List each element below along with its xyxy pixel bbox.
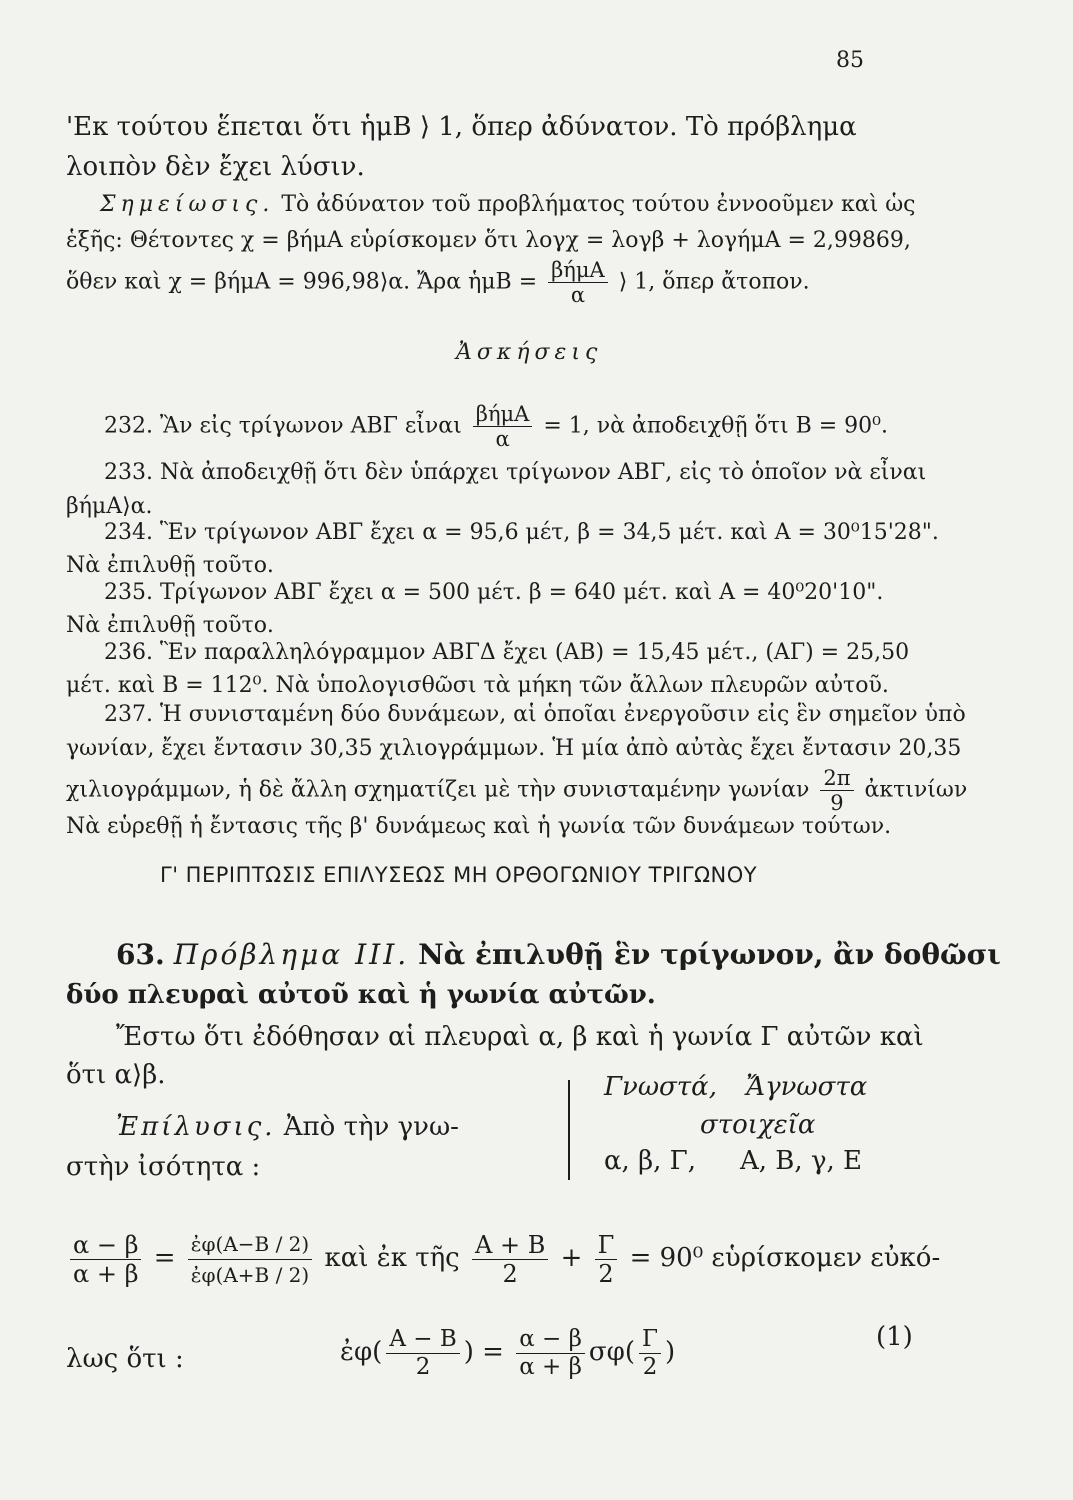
equation-1: [66, 1228, 940, 1290]
cot-symbol: σφ(: [588, 1337, 636, 1367]
exercise-237-cont-1: γωνίαν, ἔχει ἔντασιν 30,35 χιλιογράμμων. Ἡ μία ἀπὸ αὐτὰς ἔχει ἔντασιν 20,35: [66, 736, 962, 761]
exercise-237: 237. Ἡ συνισταμένη δύο δυνάμεων, αἱ ὁποῖαι ἐνεργοῦσιν εἰς ἓν σημεῖον ὑπὸ: [104, 702, 966, 727]
exercise-234: 234. Ἓν τρίγωνον ΑΒΓ ἔχει α = 95,6 μέτ, β = 34,5 μέτ. καὶ Α = 30⁰15'28".: [104, 520, 939, 545]
exercise-232-end: = 1, νὰ ἀποδειχθῇ ὅτι Β = 90⁰.: [543, 413, 888, 439]
note-text: Τὸ ἀδύνατον τοῦ προβλήματος τούτου ἐννοοῦμεν καὶ ὡς: [281, 192, 916, 217]
fraction-numerator: Γ: [642, 1325, 658, 1352]
text-line-2: λοιπὸν δὲν ἔχει λύσιν.: [66, 152, 365, 182]
known-values: α, β, Γ,: [604, 1146, 696, 1176]
exercise-236-cont: μέτ. καὶ Β = 112⁰. Νὰ ὑπολογισθῶσι τὰ μήκη τῶν ἄλλων πλευρῶν αὐτοῦ.: [66, 673, 889, 698]
fraction-numerator: Α − Β: [389, 1325, 457, 1352]
known-label: Γνωστά,: [604, 1072, 718, 1102]
fraction-numerator: ἐφ(Α−Β / 2): [190, 1231, 310, 1256]
note-heading: Σημείωσις.: [100, 192, 275, 217]
equals-sign: =: [153, 1243, 176, 1273]
exercise-237-cont-2: [66, 766, 967, 815]
fraction: [473, 402, 533, 451]
text-line-5: [66, 258, 810, 307]
fraction-denominator: α + β: [516, 1353, 585, 1381]
fraction: [595, 1231, 618, 1288]
fraction-denominator: 2: [639, 1353, 661, 1381]
solution-text: Ἀπὸ τὴν γνω-: [283, 1112, 459, 1142]
fraction: [70, 1231, 141, 1288]
fraction-denominator: α: [473, 426, 533, 451]
fraction-numerator: Α + Β: [475, 1230, 546, 1259]
exercise-236: 236. Ἓν παραλληλόγραμμον ΑΒΓΔ ἔχει (ΑΒ) = 15,45 μέτ., (ΑΓ) = 25,50: [104, 640, 910, 665]
page-number: 85: [836, 48, 864, 73]
fraction: [188, 1229, 312, 1290]
fraction-denominator: ἐφ(Α+Β / 2): [188, 1259, 312, 1290]
exercise-233: 233. Νὰ ἀποδειχθῇ ὅτι δὲν ὑπάρχει τρίγωνον ΑΒΓ, εἰς τὸ ὁποῖον νὰ εἶναι: [104, 460, 927, 485]
fraction-denominator: 2: [595, 1259, 618, 1288]
solution-line-2: στὴν ἰσότητα :: [66, 1152, 261, 1182]
fraction: [516, 1326, 585, 1381]
exercises-heading: Ἀσκήσεις: [456, 340, 603, 365]
fraction-numerator: 2π: [823, 766, 851, 790]
solution-setup-2: ὅτι α⟩β.: [66, 1060, 166, 1090]
note-line: [100, 190, 915, 220]
fraction: [548, 258, 608, 307]
problem-title: Πρόβλημα III.: [173, 938, 410, 971]
fraction: [820, 766, 853, 815]
fraction-denominator: α + β: [70, 1259, 141, 1288]
problem-63-line-2: δύο πλευραὶ αὐτοῦ καὶ ἡ γωνία αὐτῶν.: [66, 980, 656, 1010]
equation-label: (1): [876, 1322, 913, 1352]
text-line-4: ἑξῆς: Θέτοντες χ = βήμΑ εὑρίσκομεν ὅτι λογχ = λογβ + λογήμΑ = 2,99869,: [66, 228, 911, 253]
fraction-numerator: βήμΑ: [475, 402, 530, 426]
solution-line-1: [116, 1112, 459, 1142]
solution-setup-1: Ἔστω ὅτι ἐδόθησαν αἱ πλευραὶ α, β καὶ ἡ γωνία Γ αὐτῶν καὶ: [116, 1022, 924, 1052]
exercise-237-end: ἀκτινίων: [864, 777, 968, 803]
solution-heading: Ἐπίλυσις.: [116, 1112, 276, 1142]
unknown-values: Α, Β, γ, Ε: [740, 1146, 862, 1176]
fraction-denominator: α: [548, 282, 608, 307]
problem-63-line-1: [116, 940, 1001, 970]
fraction-numerator: α − β: [73, 1230, 139, 1259]
problem-number: 63.: [116, 938, 165, 971]
close-paren: ): [665, 1337, 676, 1367]
text-line-1: 'Εκ τούτου ἕπεται ὅτι ἡμΒ ⟩ 1, ὅπερ ἀδύνατον. Τὸ πρόβλημα: [66, 112, 857, 142]
fraction-denominator: 9: [820, 790, 853, 815]
exercise-232: [104, 402, 888, 451]
section-heading: Γ' ΠΕΡΙΠΤΩΣΙΣ ΕΠΙΛΥΣΕΩΣ ΜΗ ΟΡΘΟΓΩΝΙΟΥ ΤΡΙΓΩΝΟΥ: [160, 863, 758, 887]
fraction-numerator: βήμΑ: [551, 258, 605, 282]
problem-statement: Νὰ ἐπιλυθῇ ἓν τρίγωνον, ἂν δοθῶσι: [418, 938, 1001, 971]
unknown-label: Ἄγνωστα: [746, 1072, 868, 1102]
exercise-232-text: 232. Ἂν εἰς τρίγωνον ΑΒΓ εἶναι: [104, 413, 462, 439]
exercise-237-cont-3: Νὰ εὑρεθῇ ἡ ἔντασις τῆς β' δυνάμεως καὶ ἡ γωνία τῶν δυνάμεων τούτων.: [66, 814, 892, 839]
fraction-denominator: 2: [386, 1353, 459, 1381]
fraction-numerator: Γ: [597, 1230, 615, 1259]
exercise-235: 235. Τρίγωνον ΑΒΓ ἔχει α = 500 μέτ. β = 640 μέτ. καὶ Α = 40⁰20'10".: [104, 580, 884, 605]
exercise-237-text: χιλιογράμμων, ἡ δὲ ἄλλη σχηματίζει μὲ τὴν συνισταμένην γωνίαν: [66, 777, 810, 803]
fraction: [386, 1326, 459, 1381]
text-line-5b: ⟩ 1, ὅπερ ἄτοπον.: [618, 269, 810, 295]
exercise-235-cont: Νὰ ἐπιλυθῇ τοῦτο.: [66, 613, 274, 638]
elements-label: στοιχεῖα: [700, 1110, 816, 1140]
fraction: [639, 1326, 661, 1381]
equals-sign: ) =: [463, 1337, 504, 1367]
fraction-numerator: α − β: [519, 1325, 582, 1352]
equation-2: [340, 1322, 675, 1382]
text-line-5a: ὅθεν καὶ χ = βήμΑ = 996,98⟩α. Ἄρα ἡμΒ =: [66, 269, 538, 295]
exercise-233-cont: βήμΑ⟩α.: [66, 494, 153, 519]
table-divider: [568, 1080, 570, 1180]
exercise-234-cont: Νὰ ἐπιλυθῇ τοῦτο.: [66, 553, 274, 578]
plus-sign: +: [560, 1243, 583, 1273]
equation-text: καὶ ἐκ τῆς: [324, 1243, 460, 1273]
tan-symbol: ἐφ(: [340, 1337, 383, 1367]
equation-2-lead: λως ὅτι :: [66, 1344, 184, 1374]
fraction: [472, 1231, 548, 1288]
fraction-denominator: 2: [472, 1259, 548, 1288]
equation-end: = 90⁰ εὑρίσκομεν εὐκό-: [629, 1243, 941, 1273]
